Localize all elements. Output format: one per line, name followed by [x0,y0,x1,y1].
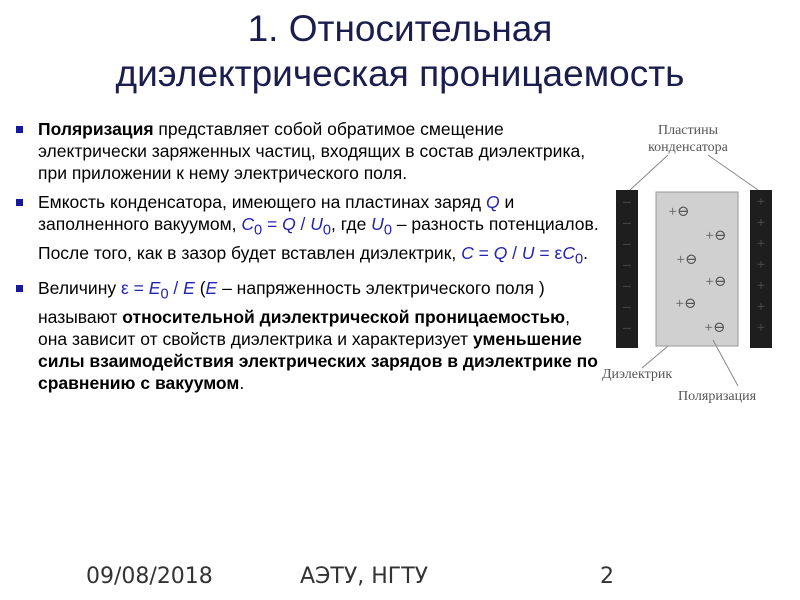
plus-charge: + [756,215,766,231]
symbol-u0: $U_0$ [371,214,392,239]
bullet-text: Емкость конденсатора, имеющего на пластинах заряд [38,192,486,212]
bullet-text: , где [331,214,372,234]
minus-charge: – [623,236,631,252]
label-polarization: Поляризация [678,389,757,404]
label-plates-2: конденсатора [648,140,728,155]
plus-signs [757,194,765,336]
pointer-line-right [708,155,758,190]
pointer-line-left [630,155,668,190]
minus-charge: – [623,257,631,273]
symbol-e: E [205,278,218,298]
plus-charge: + [756,236,766,252]
minus-charge: – [623,299,631,315]
minus-charge: – [623,278,631,294]
minus-charge: – [623,194,631,210]
dipole: +⊖ [675,296,697,312]
bullet-marker-icon [16,126,23,133]
bullet-text: и заполненного вакуумом, [38,192,515,234]
dipole: +⊖ [676,252,698,268]
bullet-text: ( [194,278,206,298]
bullet-list [14,118,599,401]
bullet-text: – напряженность электрического поля ) называют [38,278,545,327]
bullet-text: представляет собой обратимое смещение электрически заряженных частиц, входящих в состав диэлектрика, при приложении к нему электрического поля. [38,119,586,183]
bullet-text: , она зависит от свойств диэлектрика и характеризует [38,306,570,349]
plus-charge: + [756,257,766,273]
label-dielectric: Диэлектрик [602,367,673,382]
title-line-1: 1. Относительная [247,8,553,49]
title-line-2: диэлектрическая проницаемость [115,53,685,94]
formula-c: $C = Q / U = \varepsilon C_0$ [461,242,584,267]
dipole: +⊖ [668,204,690,220]
bullet-text: Величину [38,278,121,298]
bullet-marker-icon [16,285,23,292]
plus-charge: + [756,320,766,336]
minus-signs [622,194,631,336]
footer-organization: АЭТУ, НГТУ [300,564,429,589]
term-polarization: Поляризация [38,119,154,139]
symbol-q: Q [486,192,500,212]
pointer-line-polarization [713,340,738,386]
dipole: +⊖ [705,274,727,290]
bullet-polarization [14,118,599,184]
term-permittivity: относительной диэлектрической проницаемостью [122,306,566,327]
formula-epsilon: $\varepsilon = E_0 / E$ [120,278,195,303]
plus-charge: + [756,194,766,210]
label-plates-1: Пластины [657,123,719,138]
bullet-marker-icon [16,199,23,206]
plus-charge: + [756,299,766,315]
bullet-text: . [239,372,245,393]
footer-page-number: 2 [600,564,614,589]
slide-title [0,6,800,96]
formula-c0: $C_0 = Q / U_0$ [241,214,332,239]
bullet-text: . [583,242,588,263]
footer-date: 09/08/2018 [86,564,213,589]
dipole: +⊖ [705,228,727,244]
pointer-line-dielectric [642,346,668,368]
dipole: +⊖ [704,320,726,336]
capacitor-diagram [598,118,794,418]
bullet-text: – разность потенциалов. После того, как в зазор будет вставлен диэлектрик, [38,214,599,263]
bullet-permittivity [14,277,599,394]
plus-charge: + [756,278,766,294]
term-force-reduction: уменьшение силы взаимодействия электрических зарядов в диэлектрике по сравнению с вакуумом [38,328,598,393]
bullet-capacitance [14,191,599,270]
minus-charge: – [623,320,631,336]
minus-charge: – [623,215,631,231]
